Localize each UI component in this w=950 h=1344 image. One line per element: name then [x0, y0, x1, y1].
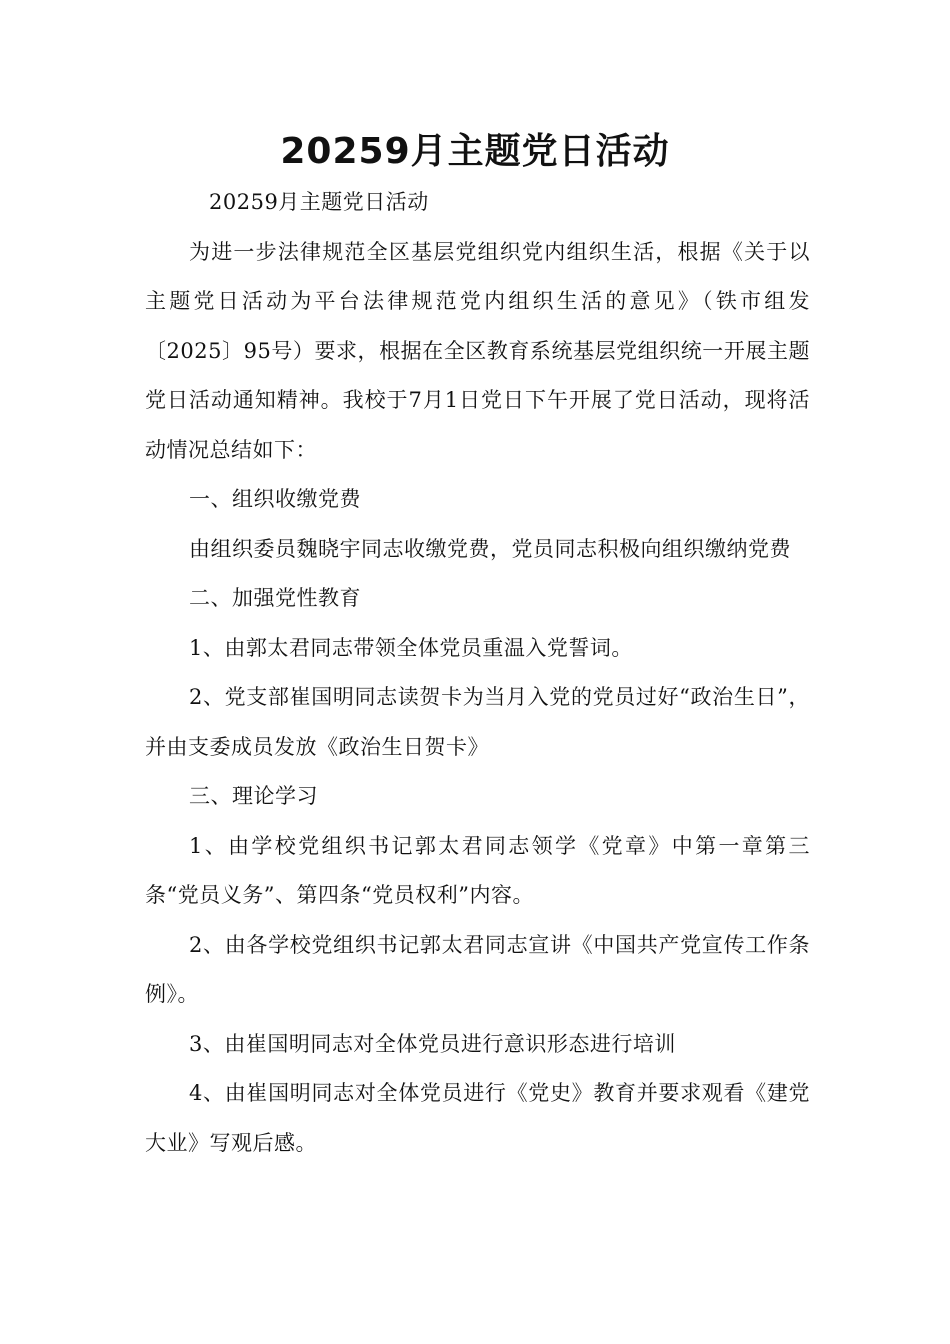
list-item: 3、由崔国明同志对全体党员进行意识形态进行培训: [189, 1031, 676, 1056]
list-item: 1、由学校党组织书记郭太君同志领学《党章》中第一章第三条“党员义务”、第四条“党员权利”内容。: [145, 833, 810, 907]
list-item: 1、由郭太君同志带领全体党员重温入党誓词。: [189, 635, 633, 660]
document-title: 20259月主题党日活动: [280, 131, 670, 172]
section-heading-3: 三、理论学习: [189, 784, 318, 808]
list-item: 2、党支部崔国明同志读贺卡为当月入党的党员过好“政治生日”，并由支委成员发放《政治生日贺卡》: [145, 685, 810, 759]
section-heading-1: 一、组织收缴党费: [189, 487, 361, 511]
section-heading-2: 二、加强党性教育: [189, 586, 361, 610]
document-body: [145, 178, 810, 1168]
body-paragraph: 由组织委员魏晓宇同志收缴党费，党员同志积极向组织缴纳党费: [189, 536, 791, 561]
intro-paragraph: 为进一步法律规范全区基层党组织党内组织生活，根据《关于以主题党日活动为平台法律规范党内组织生活的意见》（铁市组发〔2025〕95号）要求，根据在全区教育系统基层党组织统一开展主题党日活动通知精神。我校于7月1日党日下午开展了党日活动，现将活动情况总结如下：: [145, 239, 810, 462]
document-subtitle: 20259月主题党日活动: [209, 190, 429, 214]
list-item: 4、由崔国明同志对全体党员进行《党史》教育并要求观看《建党大业》写观后感。: [145, 1081, 810, 1155]
list-item: 2、由各学校党组织书记郭太君同志宣讲《中国共产党宣传工作条例》。: [145, 932, 810, 1006]
